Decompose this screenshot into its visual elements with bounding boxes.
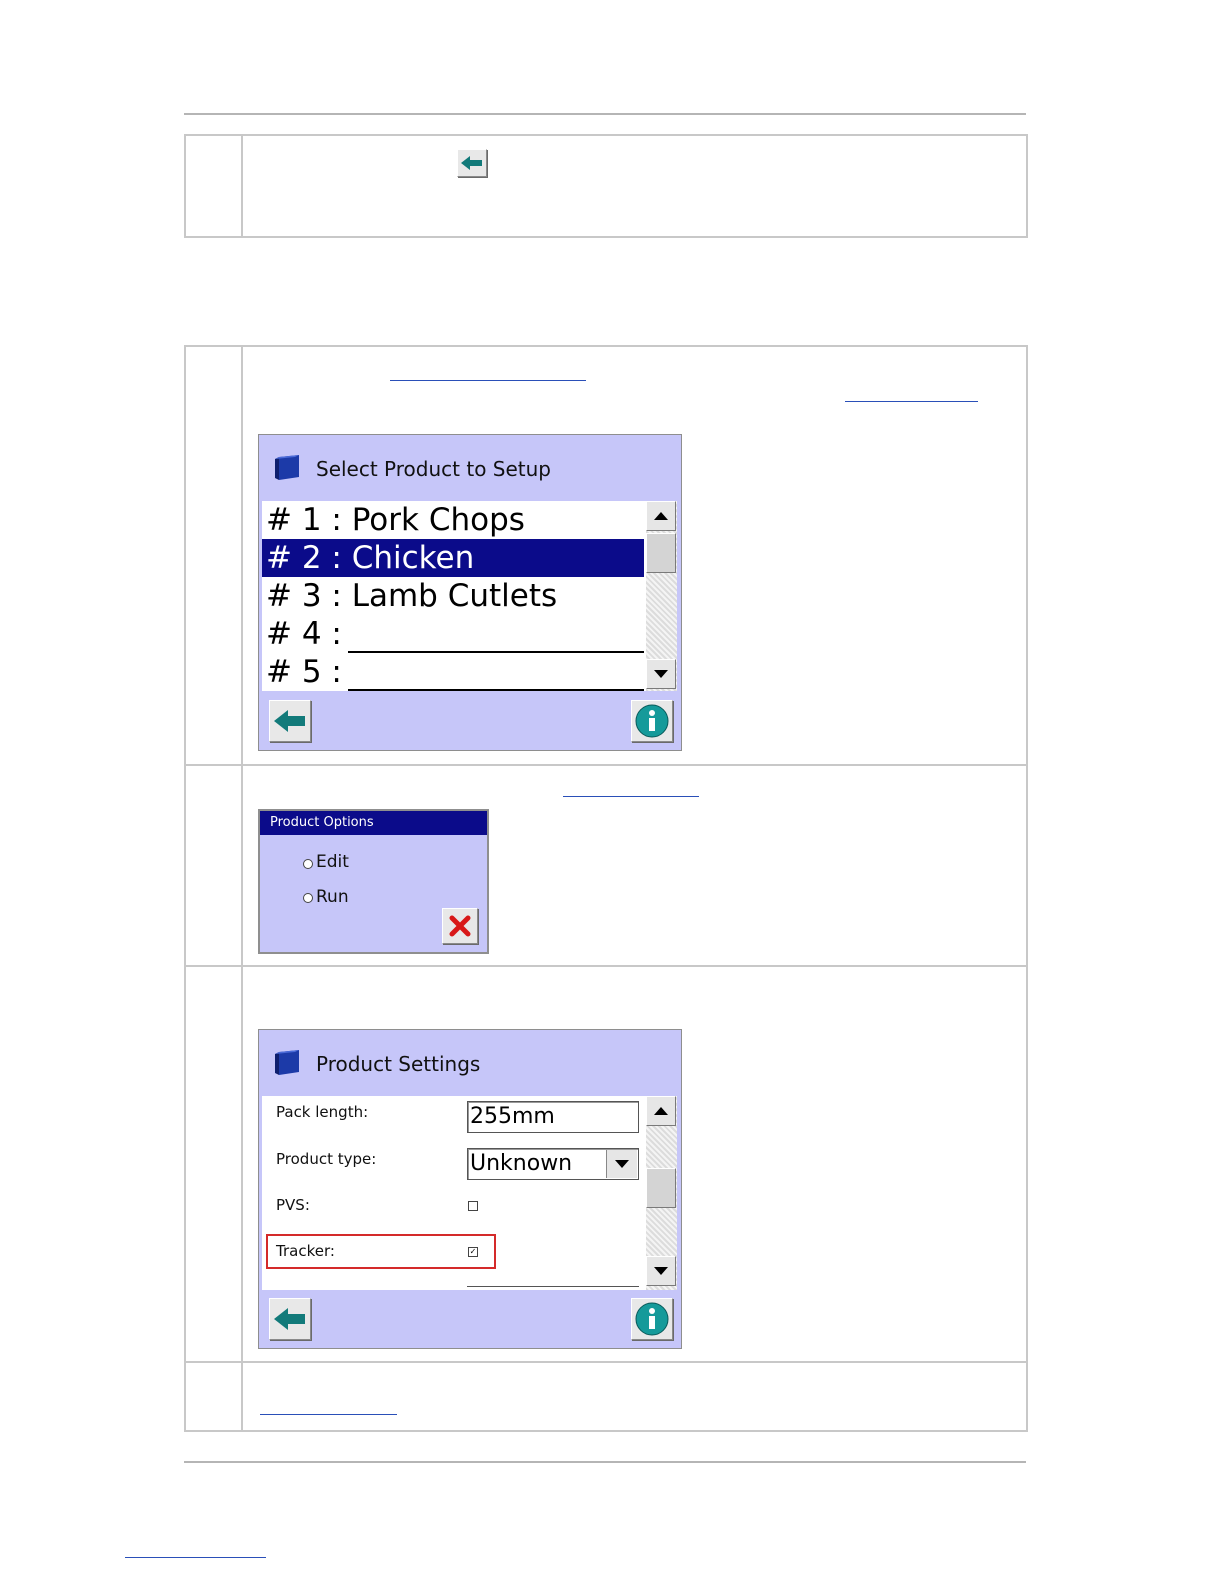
chevron-down-icon — [615, 1160, 629, 1168]
product-list — [262, 501, 646, 691]
step-table-1 — [184, 134, 1028, 238]
item-name: Pork Chops — [351, 502, 525, 538]
scroll-thumb[interactable] — [646, 1168, 676, 1208]
product-settings-screen — [258, 1029, 682, 1349]
empty-slot-line — [348, 661, 644, 691]
option-run-label[interactable]: Run — [316, 887, 349, 907]
dropdown-button[interactable] — [606, 1150, 637, 1178]
product-list-item-2[interactable] — [262, 539, 644, 577]
footer-hyperlink-underline[interactable] — [125, 1557, 266, 1558]
column-divider — [241, 347, 243, 1430]
radio-run[interactable] — [303, 893, 313, 903]
product-cube-icon — [275, 454, 301, 482]
scroll-down-button[interactable] — [646, 659, 676, 689]
empty-slot-line — [348, 623, 644, 653]
column-divider — [241, 136, 243, 236]
product-list-item-3[interactable] — [262, 577, 644, 615]
product-cube-icon — [275, 1049, 301, 1077]
settings-panel — [262, 1096, 646, 1290]
arrow-up-icon — [654, 512, 668, 520]
dialog-title: Product Options — [260, 811, 487, 835]
item-name: Chicken — [351, 540, 475, 576]
item-number: # 3 : — [266, 578, 342, 614]
back-arrow-icon — [274, 710, 306, 732]
row-divider — [186, 764, 1026, 766]
product-list-item-4[interactable] — [262, 615, 644, 653]
pvs-checkbox[interactable] — [468, 1201, 478, 1211]
select-product-screen — [258, 434, 682, 751]
info-button[interactable] — [631, 700, 673, 742]
radio-edit[interactable] — [303, 859, 313, 869]
arrow-down-icon — [654, 1267, 668, 1275]
scroll-up-button[interactable] — [646, 1096, 676, 1126]
product-list-item-1[interactable] — [262, 501, 644, 539]
row-divider — [186, 965, 1026, 967]
product-options-dialog — [258, 809, 489, 954]
back-arrow-icon — [274, 1308, 306, 1330]
settings-scrollbar[interactable] — [646, 1096, 677, 1290]
hyperlink-underline[interactable] — [390, 380, 586, 381]
item-number: # 1 : — [266, 502, 342, 538]
tracker-label: Tracker: — [276, 1242, 335, 1260]
screen-title: Product Settings — [316, 1052, 481, 1076]
pvs-label: PVS: — [276, 1196, 310, 1214]
info-icon — [635, 1302, 669, 1336]
scroll-up-button[interactable] — [646, 501, 676, 531]
arrow-up-icon — [654, 1107, 668, 1115]
hyperlink-underline[interactable] — [563, 796, 699, 797]
scroll-down-button[interactable] — [646, 1256, 676, 1286]
close-icon — [449, 915, 471, 937]
product-type-value: Unknown — [470, 1151, 573, 1176]
tracker-checkbox[interactable]: ✓ — [469, 1247, 477, 1256]
scroll-thumb[interactable] — [646, 533, 676, 573]
back-button[interactable] — [269, 700, 311, 742]
back-arrow-icon — [461, 156, 483, 170]
header-rule — [184, 113, 1026, 115]
close-button[interactable] — [442, 908, 478, 944]
footer-rule — [184, 1461, 1026, 1463]
pack-length-input[interactable]: 255mm — [467, 1101, 639, 1133]
item-number: # 2 : — [266, 540, 342, 576]
product-type-label: Product type: — [276, 1150, 377, 1168]
back-button-inline — [457, 149, 487, 177]
item-number: # 5 : — [266, 654, 342, 690]
hyperlink-underline[interactable] — [845, 401, 978, 402]
product-list-item-5[interactable] — [262, 653, 644, 691]
option-edit-label[interactable]: Edit — [316, 852, 349, 872]
row-divider — [186, 1361, 1026, 1363]
screen-title: Select Product to Setup — [316, 457, 551, 481]
info-button[interactable] — [631, 1298, 673, 1340]
item-number: # 4 : — [266, 616, 342, 652]
pack-length-label: Pack length: — [276, 1103, 369, 1121]
back-button[interactable] — [269, 1298, 311, 1340]
item-name: Lamb Cutlets — [351, 578, 558, 614]
next-field-edge — [467, 1286, 639, 1291]
arrow-down-icon — [654, 670, 668, 678]
product-type-select[interactable] — [467, 1148, 639, 1180]
hyperlink-underline[interactable] — [260, 1414, 397, 1415]
list-scrollbar[interactable] — [646, 501, 677, 691]
info-icon — [635, 704, 669, 738]
